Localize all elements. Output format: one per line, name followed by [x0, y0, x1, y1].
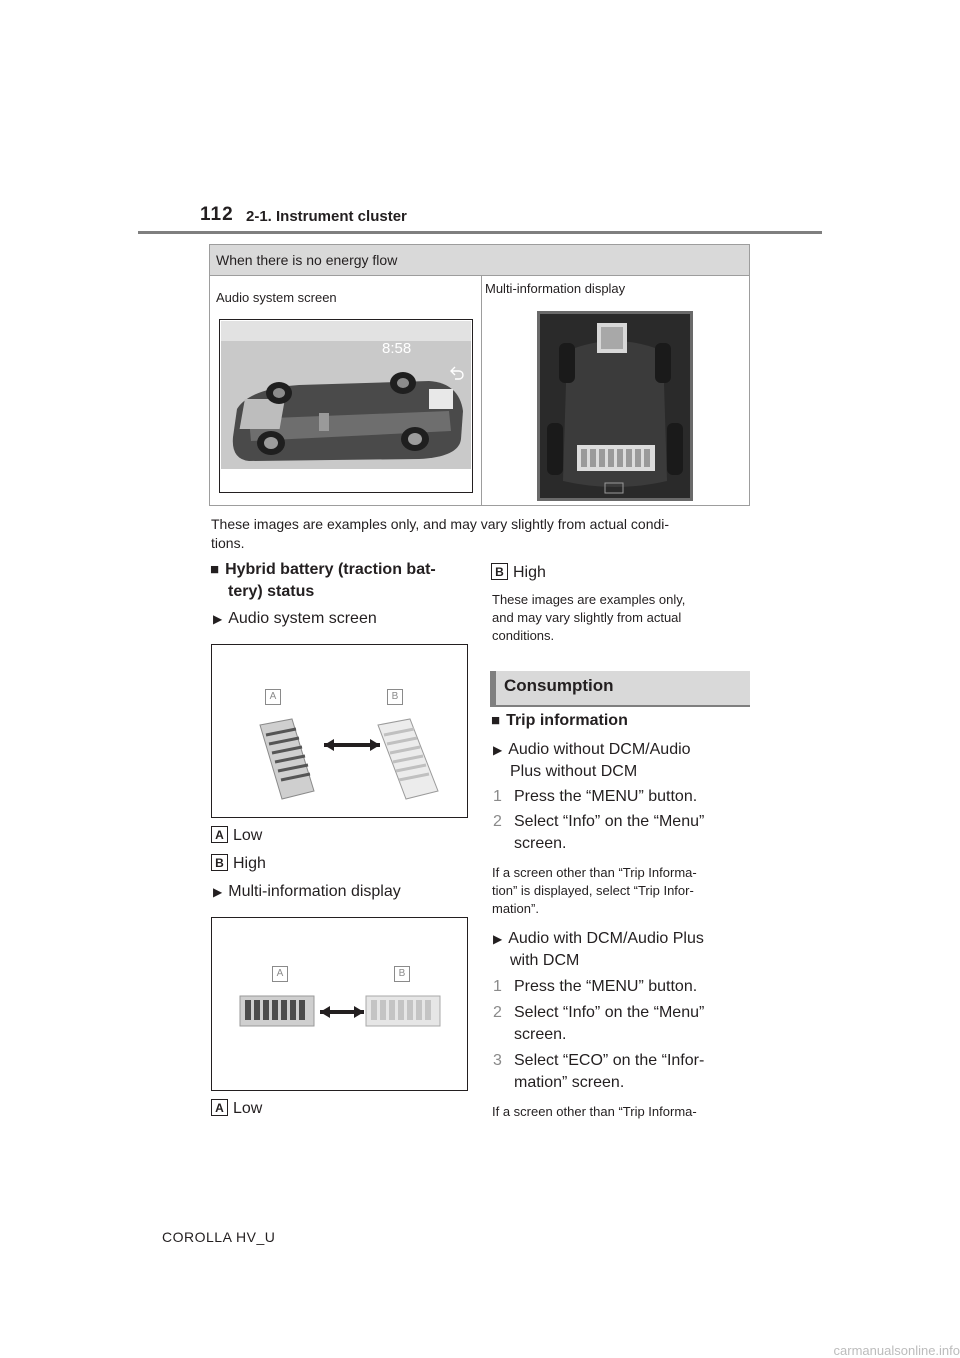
multi-info-display-label: Multi-information display	[485, 281, 626, 296]
step-number: 1	[493, 978, 502, 995]
trip-info-heading: ■ Trip information	[491, 712, 628, 729]
consumption-title: Consumption	[504, 676, 614, 695]
header-rule	[138, 231, 822, 234]
footer-model: COROLLA HV_U	[162, 1229, 276, 1245]
energy-flow-table	[209, 244, 750, 506]
right-examples-note: These images are examples only, and may vary slightly from actual conditions.	[492, 592, 686, 643]
case2-steps	[493, 976, 753, 1094]
battery-level-bar-graphic	[238, 992, 444, 1032]
legend-badge-b: B	[491, 563, 508, 580]
triangle-bullet-icon: ▶	[213, 885, 223, 899]
case1-heading: ▶ Audio without DCM/Audio Plus without DCM	[493, 741, 691, 780]
step-number: 1	[493, 788, 502, 805]
high-legend-2: B High	[491, 562, 546, 584]
consumption-header	[490, 671, 750, 707]
figure-label-a: A	[265, 689, 281, 705]
watermark: carmanualsonline.info	[833, 1343, 960, 1358]
legend-badge-a: A	[211, 826, 228, 843]
page-number: 112	[200, 204, 234, 225]
legend-badge-a: A	[211, 1099, 228, 1116]
step-item	[493, 1002, 753, 1046]
legend-badge-b: B	[211, 854, 228, 871]
figure-label-b: B	[394, 966, 410, 982]
case2-heading: ▶ Audio with DCM/Audio Plus with DCM	[493, 930, 704, 969]
high-legend-1: B High	[211, 853, 266, 875]
low-legend-1: A Low	[211, 825, 262, 847]
audio-system-screen-label: Audio system screen	[216, 290, 337, 305]
square-bullet-icon: ■	[491, 712, 501, 729]
battery-heading-line1: Hybrid battery (traction bat-	[225, 561, 436, 578]
battery-level-arrow-graphic	[252, 715, 452, 805]
figure-label-a: A	[272, 966, 288, 982]
multi-info-energy-image	[537, 311, 693, 501]
table-heading: When there is no energy flow	[216, 252, 398, 268]
battery-mid-label: ▶ Multi-information display	[213, 883, 401, 900]
examples-note: These images are examples only, and may vary slightly from actual condi- tions.	[211, 516, 670, 551]
audio-time: 8:58	[382, 340, 412, 357]
case1-note: If a screen other than “Trip Informa- tion” is displayed, select “Trip Infor- mation”.	[492, 865, 697, 916]
consumption-accent	[490, 671, 496, 707]
table-divider	[481, 276, 482, 505]
figure-label-b: B	[387, 689, 403, 705]
triangle-bullet-icon: ▶	[493, 743, 503, 757]
battery-audio-figure	[211, 644, 468, 818]
step-text: Select “Info” on the “Menu” screen.	[514, 1004, 705, 1043]
square-bullet-icon: ■	[210, 561, 220, 578]
audio-screen-energy-image	[219, 319, 473, 493]
step-text: Select “Info” on the “Menu” screen.	[514, 813, 705, 852]
case2-note: If a screen other than “Trip Informa-	[492, 1104, 697, 1119]
step-text: Press the “MENU” button.	[514, 788, 698, 805]
table-heading-row	[210, 245, 749, 276]
step-item	[493, 811, 753, 855]
triangle-bullet-icon: ▶	[213, 612, 223, 626]
battery-status-heading	[210, 559, 436, 603]
step-text: Press the “MENU” button.	[514, 978, 698, 995]
step-number: 2	[493, 813, 502, 830]
section-title: 2-1. Instrument cluster	[246, 208, 407, 225]
step-number: 2	[493, 1004, 502, 1021]
triangle-bullet-icon: ▶	[493, 932, 503, 946]
battery-audio-label: ▶ Audio system screen	[213, 610, 377, 627]
low-legend-2: A Low	[211, 1098, 262, 1120]
battery-heading-line2: tery) status	[228, 583, 315, 600]
step-item	[493, 786, 753, 808]
step-item	[493, 1050, 753, 1094]
step-text: Select “ECO” on the “Infor- mation” screen.	[514, 1052, 705, 1091]
step-number: 3	[493, 1052, 502, 1069]
case1-steps	[493, 786, 753, 855]
battery-mid-figure	[211, 917, 468, 1091]
step-item	[493, 976, 753, 998]
